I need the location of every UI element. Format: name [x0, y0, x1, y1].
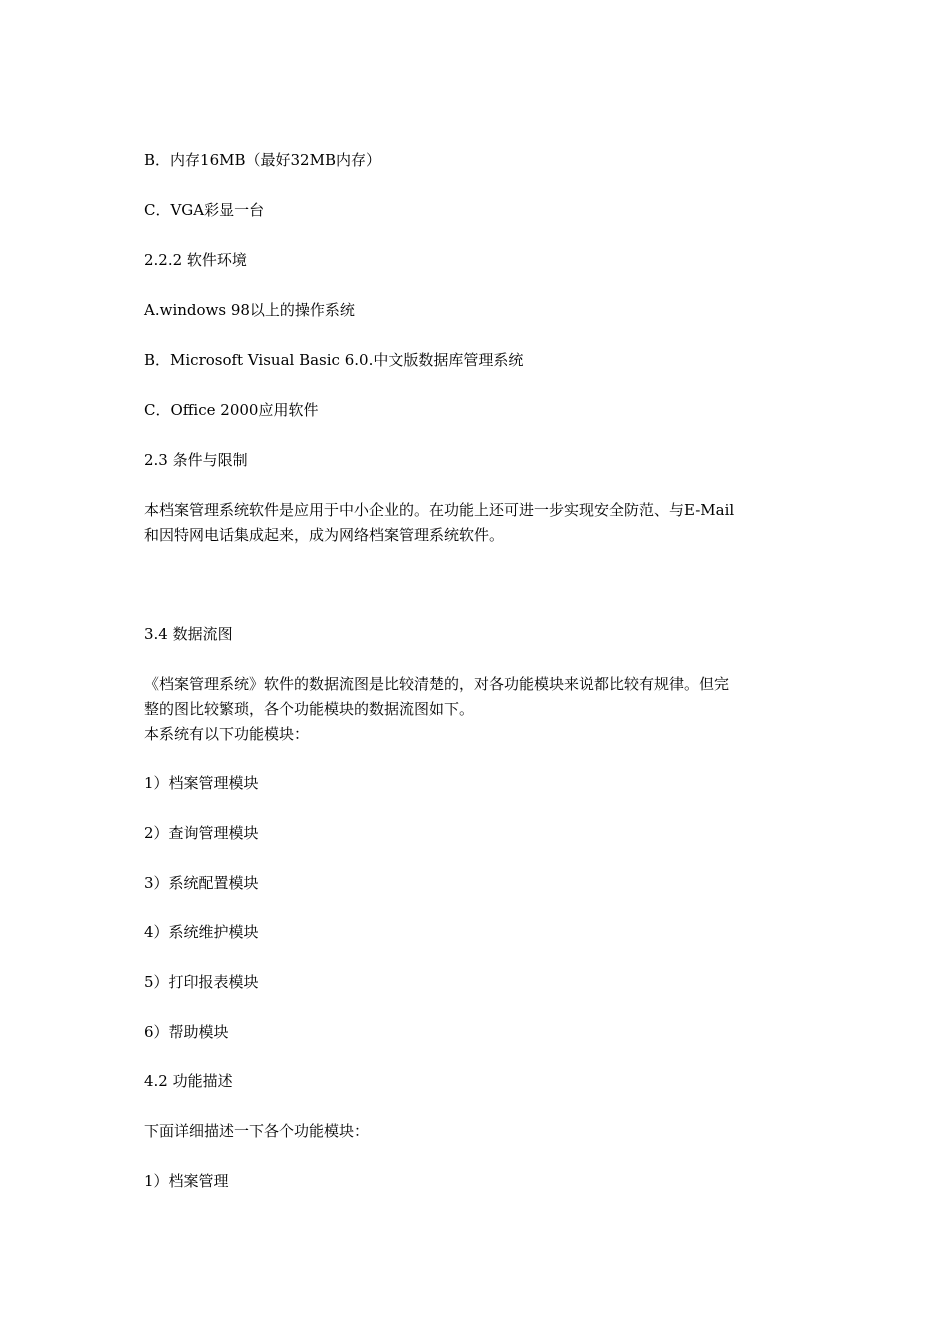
module-list-item: 1）档案管理模块: [144, 774, 259, 792]
module-list-item: 2）查询管理模块: [144, 824, 259, 842]
software-item-os: A.windows 98以上的操作系统: [144, 301, 355, 319]
paragraph-limits-line-2: 和因特网电话集成起来，成为网络档案管理系统软件。: [144, 526, 505, 544]
hardware-item-display: C．VGA彩显一台: [144, 201, 265, 219]
paragraph-data-flow-line-2: 整的图比较繁琐，各个功能模块的数据流图如下。: [144, 700, 475, 718]
hardware-item-memory: B．内存16MB（最好32MB内存）: [144, 151, 381, 169]
paragraph-modules-intro: 本系统有以下功能模块：: [144, 725, 310, 743]
section-heading-data-flow: 3.4 数据流图: [144, 625, 233, 643]
section-heading-software-env: 2.2.2 软件环境: [144, 251, 247, 269]
module-list-item: 5）打印报表模块: [144, 973, 259, 991]
module-list-item: 4）系统维护模块: [144, 923, 259, 941]
software-item-vb: B．Microsoft Visual Basic 6.0.中文版数据库管理系统: [144, 351, 524, 369]
module-list-item: 6）帮助模块: [144, 1023, 229, 1041]
section-heading-function-description: 4.2 功能描述: [144, 1072, 233, 1090]
paragraph-function-intro: 下面详细描述一下各个功能模块：: [144, 1122, 370, 1140]
software-item-office: C．Office 2000应用软件: [144, 401, 319, 419]
function-list-item: 1）档案管理: [144, 1172, 229, 1190]
section-heading-limits: 2.3 条件与限制: [144, 451, 248, 469]
paragraph-data-flow-line-1: 《档案管理系统》软件的数据流图是比较清楚的，对各功能模块来说都比较有规律。但完: [144, 675, 730, 693]
paragraph-limits-line-1: 本档案管理系统软件是应用于中小企业的。在功能上还可进一步实现安全防范、与E-Mail: [144, 501, 735, 519]
module-list-item: 3）系统配置模块: [144, 874, 259, 892]
